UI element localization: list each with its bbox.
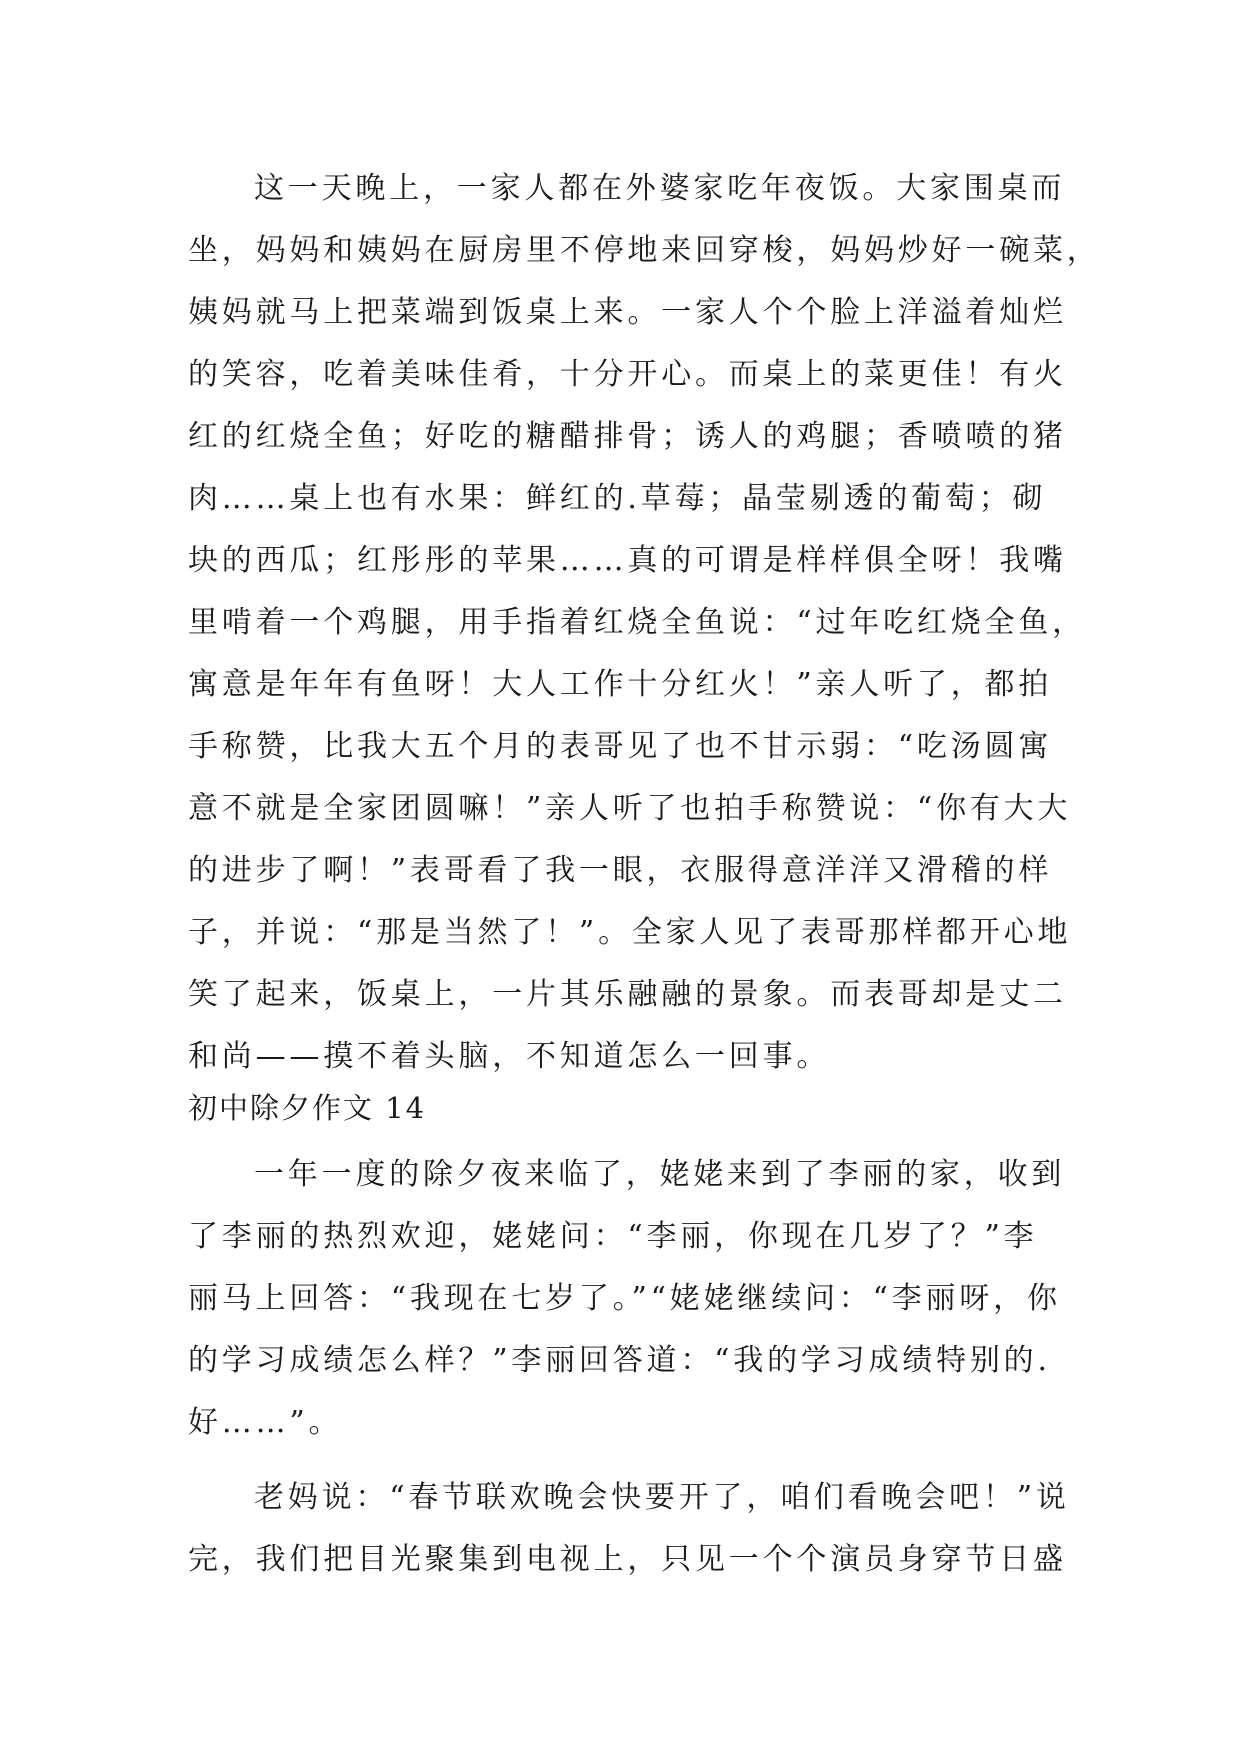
text-line: 了李丽的热烈欢迎，姥姥问：“李丽，你现在几岁了？”李 bbox=[188, 1219, 1038, 1254]
text-line: 坐，妈妈和姨妈在厨房里不停地来回穿梭，妈妈炒好一碗菜， bbox=[188, 233, 1101, 268]
text-line: 完，我们把目光聚集到电视上，只见一个个演员身穿节日盛 bbox=[188, 1542, 1067, 1577]
paragraph-three bbox=[188, 1467, 1068, 1591]
text-line: 红的红烧全鱼；好吃的糖醋排骨；诱人的鸡腿；香喷喷的猪 bbox=[188, 419, 1067, 454]
text-line: 肉……桌上也有水果：鲜红的.草莓；晶莹剔透的葡萄；砌 bbox=[188, 481, 1047, 516]
text-line: 笑了起来，饭桌上，一片其乐融融的景象。而表哥却是丈二 bbox=[188, 977, 1067, 1012]
text-line: 的进步了啊！”表哥看了我一眼，衣服得意洋洋又滑稽的样 bbox=[188, 853, 1053, 888]
text-line: 和尚——摸不着头脑，不知道怎么一回事。 bbox=[188, 1039, 831, 1074]
text-line: 意不就是全家团圆嘛！”亲人听了也拍手称赞说：“你有大大 bbox=[188, 791, 1072, 826]
text-line: 寓意是年年有鱼呀！大人工作十分红火！”亲人听了，都拍 bbox=[188, 667, 1053, 702]
text-line: 好……”。 bbox=[188, 1405, 343, 1440]
text-line: 这一天晚上，一家人都在外婆家吃年夜饭。大家围桌而 bbox=[254, 171, 1066, 206]
text-line: 丽马上回答：“我现在七岁了。”“姥姥继续问：“李丽呀，你 bbox=[188, 1281, 1061, 1316]
text-line: 里啃着一个鸡腿，用手指着红烧全鱼说：“过年吃红烧全鱼， bbox=[188, 605, 1086, 640]
text-line: 老妈说：“春节联欢晚会快要开了，咱们看晚会吧！”说 bbox=[254, 1480, 1070, 1515]
paragraph-one bbox=[188, 158, 1101, 1088]
section-heading: 初中除夕作文 14 bbox=[188, 1091, 427, 1125]
text-line: 手称赞，比我大五个月的表哥见了也不甘示弱：“吃汤圆寓 bbox=[188, 729, 1053, 764]
text-line: 的学习成绩怎么样？”李丽回答道：“我的学习成绩特别的. bbox=[188, 1343, 1051, 1378]
text-line: 子，并说：“那是当然了！”。全家人见了表哥那样都开心地 bbox=[188, 915, 1072, 950]
text-line: 的笑容，吃着美味佳肴，十分开心。而桌上的菜更佳！有火 bbox=[188, 357, 1067, 392]
text-line: 块的西瓜；红彤彤的苹果……真的可谓是样样俱全呀！我嘴 bbox=[188, 543, 1067, 578]
text-line: 一年一度的除夕夜来临了，姥姥来到了李丽的家，收到 bbox=[254, 1157, 1066, 1192]
paragraph-two bbox=[188, 1144, 1068, 1454]
text-line: 姨妈就马上把菜端到饭桌上来。一家人个个脸上洋溢着灿烂 bbox=[188, 295, 1067, 330]
